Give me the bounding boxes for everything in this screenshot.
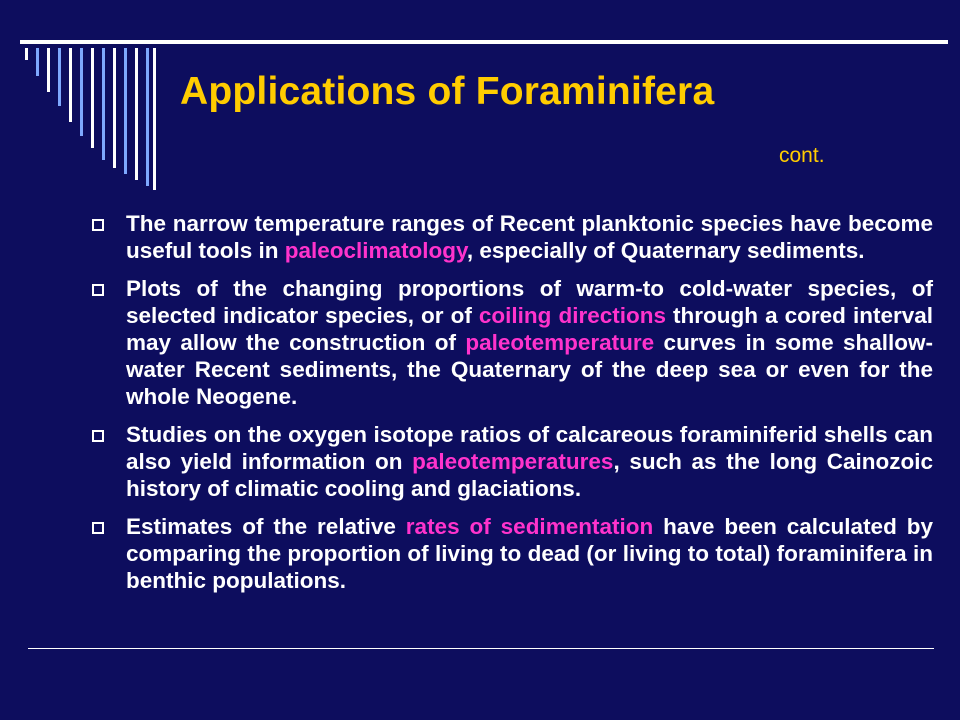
highlighted-term: paleoclimatology	[284, 238, 467, 263]
slide-subtitle: cont.	[779, 144, 825, 167]
text-run: , especially of Quaternary sediments.	[466, 238, 865, 263]
bullet-text	[126, 275, 933, 410]
bullet-text	[126, 421, 933, 502]
decorative-bar	[69, 48, 72, 122]
decorative-bar	[113, 48, 116, 168]
bottom-rule	[28, 648, 934, 649]
decorative-bar	[153, 48, 156, 190]
slide-title: Applications of Foraminifera	[180, 70, 715, 113]
square-bullet-icon	[92, 284, 104, 296]
decorative-bar	[25, 48, 28, 60]
bullet-item	[92, 421, 933, 502]
decorative-bar	[146, 48, 149, 186]
decorative-bar	[102, 48, 105, 160]
decorative-bar	[91, 48, 94, 148]
text-run: The narrow temperature ranges of Recent planktonic species have become useful tools in	[126, 211, 933, 263]
bullet-item	[92, 275, 933, 410]
square-bullet-icon	[92, 219, 104, 231]
highlighted-term: coiling directions	[478, 303, 666, 328]
highlighted-term: rates of sedimentation	[405, 514, 654, 539]
decorative-bar	[58, 48, 61, 106]
bullet-list	[92, 210, 933, 605]
decorative-bar	[80, 48, 83, 136]
highlighted-term: paleotemperature	[465, 330, 655, 355]
text-run: , such as the long Cainozoic history of climatic cooling and glaciations.	[126, 449, 933, 501]
text-run: Studies on the oxygen isotope ratios of calcareous foraminiferid shells can also yield information on	[126, 422, 933, 474]
bullet-text	[126, 210, 933, 264]
bullet-text	[126, 513, 933, 594]
text-run: curves in some shallow-water Recent sediments, the Quaternary of the deep sea or even for the whole Neogene.	[126, 330, 933, 409]
highlighted-term: paleotemperatures	[412, 449, 614, 474]
text-run: through a cored interval may allow the construction of	[126, 303, 933, 355]
decorative-bar	[47, 48, 50, 92]
square-bullet-icon	[92, 522, 104, 534]
square-bullet-icon	[92, 430, 104, 442]
bullet-item	[92, 513, 933, 594]
decorative-bar	[135, 48, 138, 180]
decorative-bar	[36, 48, 39, 76]
text-run: Plots of the changing proportions of warm-to cold-water species, of selected indicator species, or of	[126, 276, 933, 328]
bullet-item	[92, 210, 933, 264]
decorative-bar	[124, 48, 127, 174]
text-run: have been calculated by comparing the proportion of living to dead (or living to total) foraminifera in benthic populations.	[126, 514, 933, 593]
text-run: Estimates of the relative	[126, 514, 406, 539]
decorative-bars	[0, 0, 200, 200]
